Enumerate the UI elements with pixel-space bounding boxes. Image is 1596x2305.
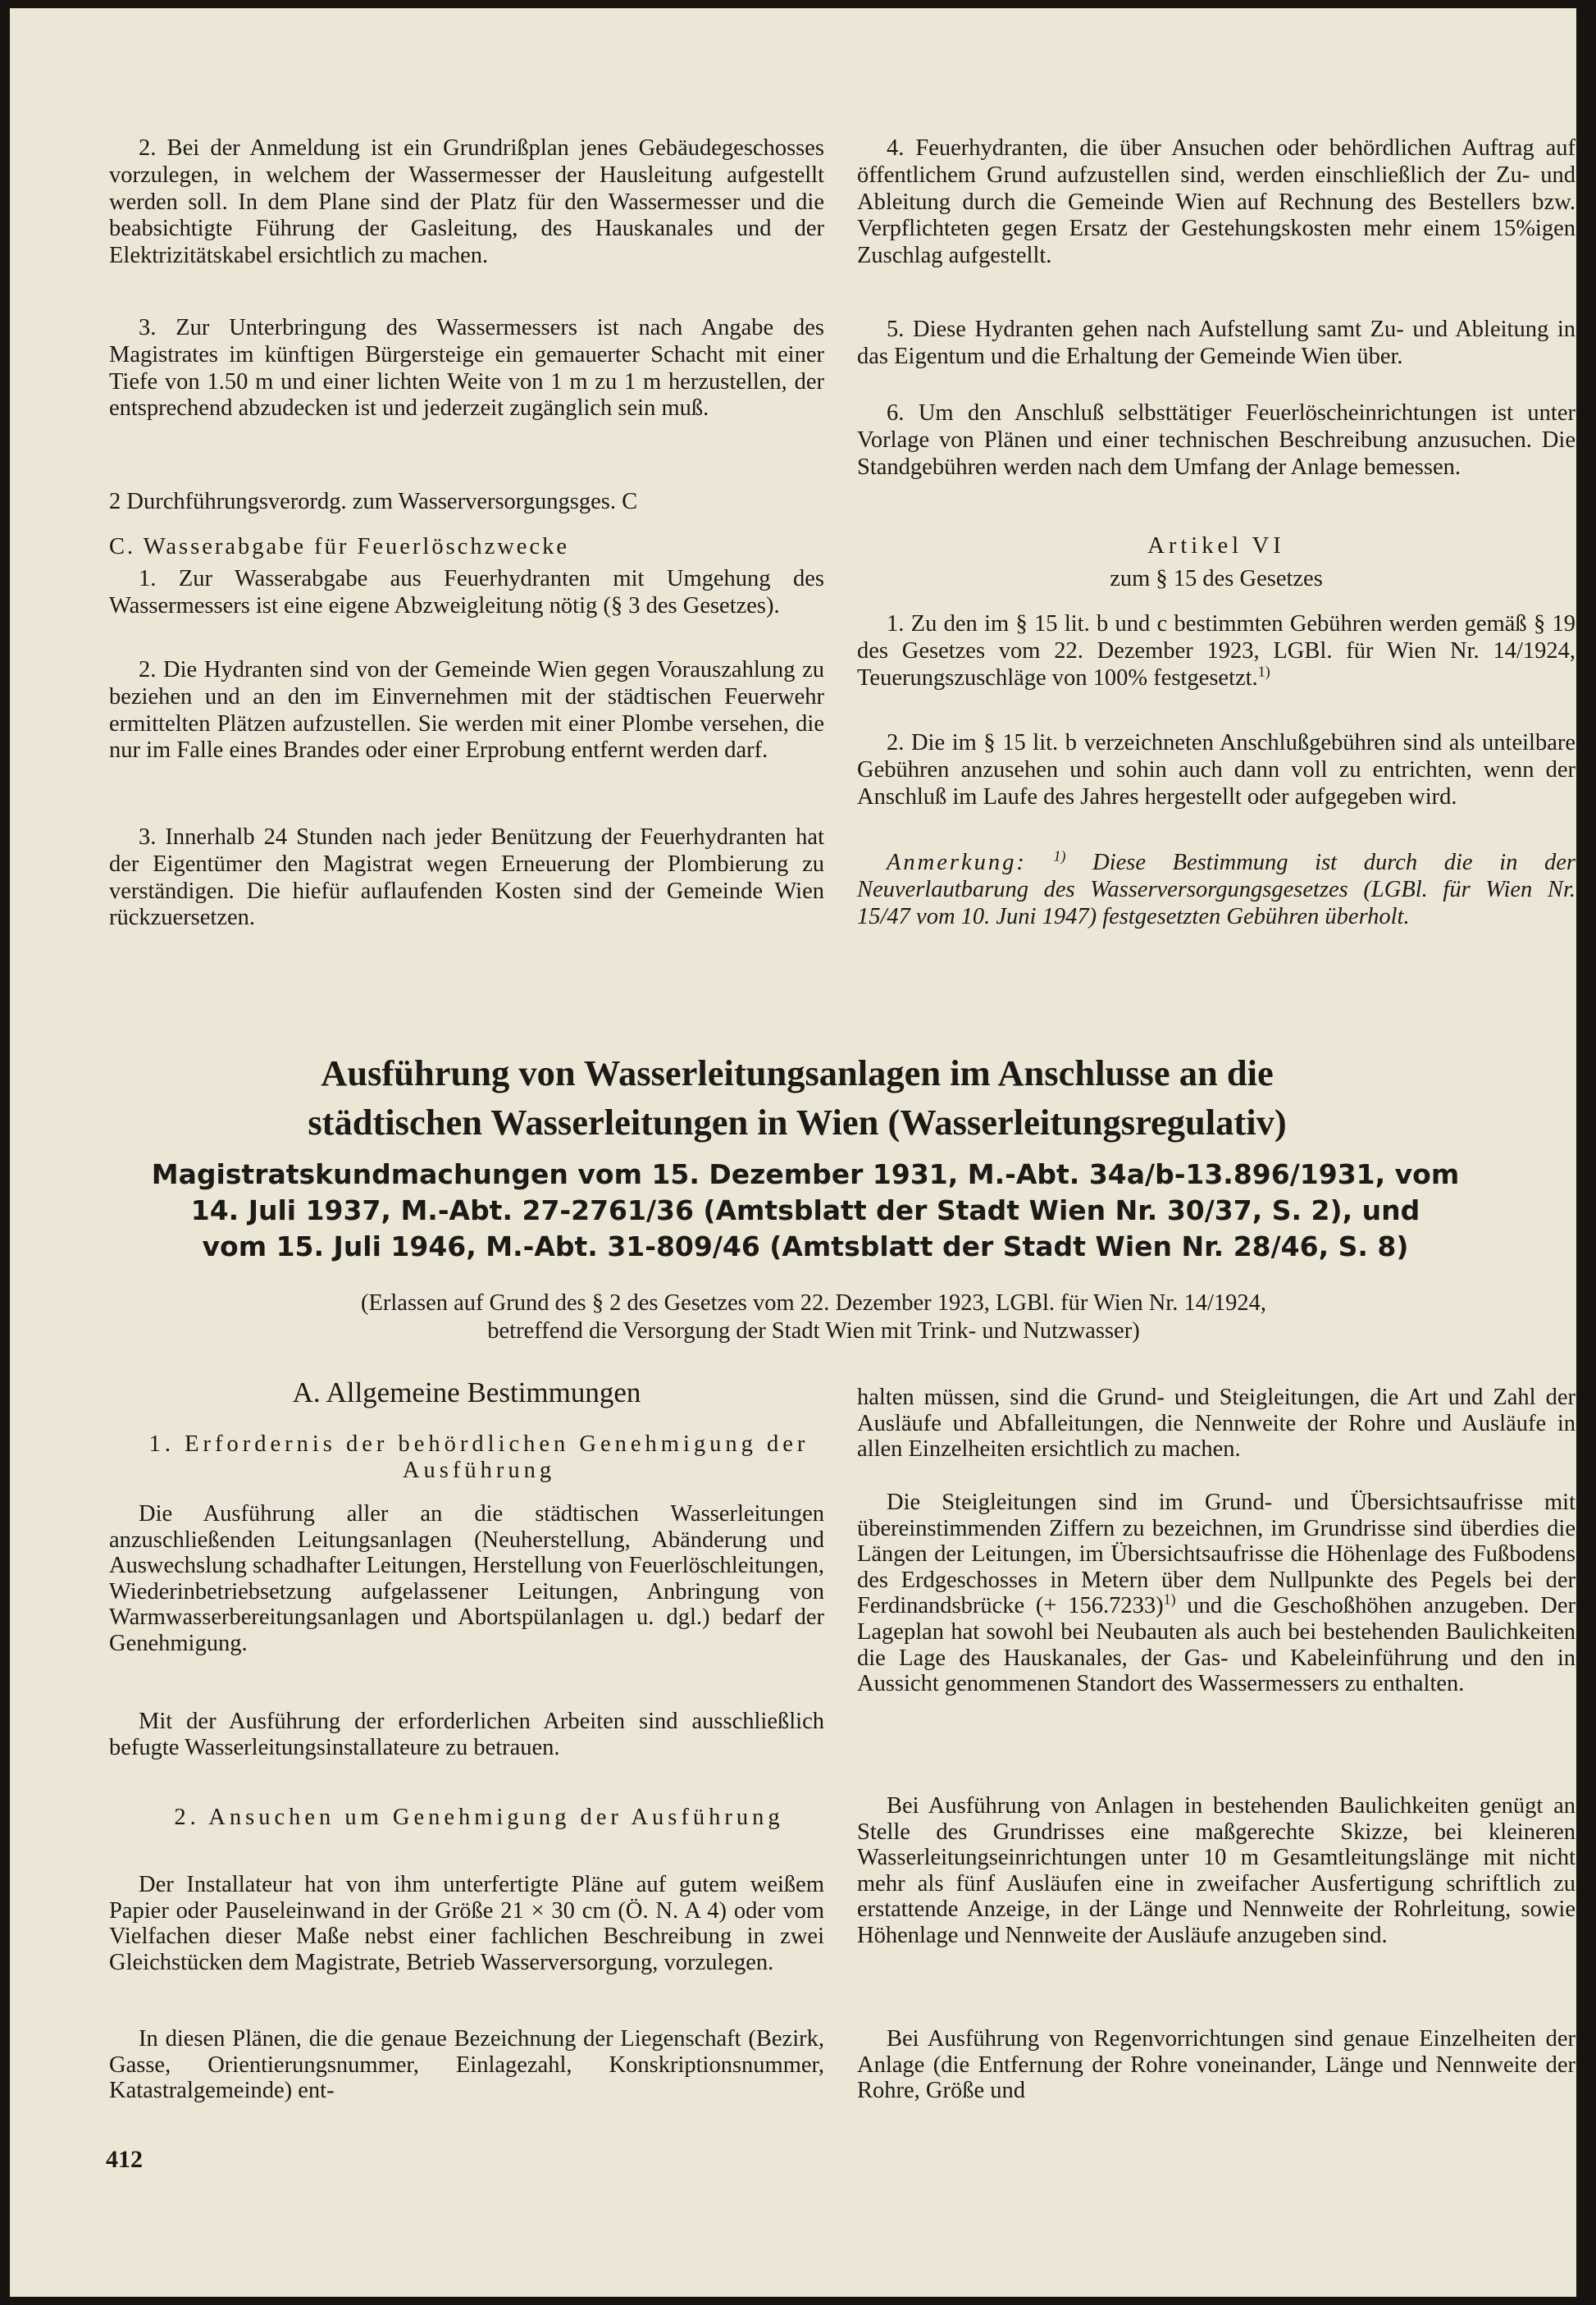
subtitle-line-3: vom 15. Juli 1946, M.-Abt. 31-809/46 (Amtsblatt der Stadt Wien Nr. 28/46, S. 8) (202, 1230, 1409, 1262)
footnote-marker: 1) (1257, 663, 1270, 680)
paragraph-anschluss-feuerloesch: 6. Um den Anschluß selbsttätiger Feuerlöscheinrichtungen ist unter Vorlage von Plänen und einer technischen Beschreibung anzusuchen. Die Standgebühren werden nach dem Umfang der Anlage bemessen. (857, 400, 1575, 480)
steigleitungen-text-rest: und die Geschoßhöhen anzugeben. Der Lageplan hat sowohl bei Neubauten als auch bei bestehenden Baulichkeiten die Lage des Hauskanales, der Gas- und Kabeleinführung und den in Aussicht genommenen Standort des Wassermessers zu enthalten. (857, 1593, 1575, 1697)
subtitle-line-2: 14. Juli 1937, M.-Abt. 27-2761/36 (Amtsblatt der Stadt Wien Nr. 30/37, S. 2), und (190, 1194, 1420, 1226)
footnote-text: Diese Bestimmung ist durch die in der Neuverlautbarung des Wasserversorgungsgesetzes (LGBl. für Wien Nr. 15/47 vom 10. Juni 1947) festgesetzten Gebühren überholt. (857, 850, 1575, 929)
paragraph-c2: 2. Die Hydranten sind von der Gemeinde Wien gegen Vorauszahlung zu beziehen und an den im Einvernehmen mit der städtischen Feuerwehr ermittelten Plätzen aufzustellen. Sie werden mit einer Plombe versehen, die nur im Falle eines Brandes oder einer Erprobung entfernt werden darf. (109, 657, 824, 764)
paragraph-reference: 2 Durchführungsverordg. zum Wasserversorgungsges. C (109, 489, 638, 514)
footnote-label: Anmerkung: (887, 850, 1027, 875)
paragraph-wassermesser-schacht: 3. Zur Unterbringung des Wassermessers ist nach Angabe des Magistrates im künftigen Bürgersteige ein gemauerter Schacht mit einer Tiefe von 1.50 m und einer lichten Weite von 1 m zu 1 m herzustellen, der entsprechend abzudecken ist und jederzeit zugänglich sein muß. (109, 315, 824, 422)
heading-section-c: C. Wasserabgabe für Feuerlöschzwecke (109, 534, 569, 559)
paragraph-befugte-installateure: Mit der Ausführung der erforderlichen Arbeiten sind ausschließlich befugte Wasserleitungsinstallateure zu betrauen. (109, 1709, 824, 1760)
footnote-anmerkung (857, 847, 1575, 930)
paragraph-c1: 1. Zur Wasserabgabe aus Feuerhydranten mit Umgehung des Wassermessers ist eine eigene Abzweigleitung nötig (§ 3 des Gesetzes). (109, 566, 824, 618)
paragraph-ausfuehrung-genehmigung: Die Ausführung aller an die städtischen Wasserleitungen anzuschließenden Leitungsanlagen (Neuherstellung, Abänderung und Auswechslung schadhafter Leitungen, Herstellung von Feuerlöschleitungen, Wiederinbetriebsetzung aufgelassener Leitungen, Anbringung von Warmwasserbereitungsanlagen und Abortspülanlagen u. dgl.) bedarf der Genehmigung. (109, 1501, 824, 1656)
paragraph-grund-steigleitungen: halten müssen, sind die Grund- und Steigleitungen, die Art und Zahl der Ausläufe und Abfalleitungen, die Nennweite der Rohre und Ausläufe in allen Einzelheiten ersichtlich zu machen. (857, 1385, 1575, 1463)
paragraph-steigleitungen-aufrisse (857, 1490, 1575, 1697)
enactment-note-line-2: betreffend die Versorgung der Stadt Wien mit Trink- und Nutzwasser) (487, 1318, 1140, 1344)
heading-ansuchen-genehmigung: 2. Ansuchen um Genehmigung der Ausführung (174, 1805, 784, 1830)
heading-erfordernis-genehmigung: 1. Erfordernis der behördlichen Genehmigung der Ausführung (148, 1431, 809, 1483)
steigleitungen-text: Die Steigleitungen sind im Grund- und Übersichtsaufrisse mit übereinstimmenden Ziffern zu bezeichnen, im Grundrisse sind überdies die Längen der Leitungen, im Übersichtsaufrisse die Höhenlage des Fußbodens des Erdgeschosses in Metern über dem Nullpunkte des Pegels bei der Ferdinandsbrücke (+ 156.7233) (857, 1490, 1575, 1619)
footnote-marker: 1) (1163, 1591, 1176, 1608)
footnote-marker: 1) (1053, 847, 1066, 865)
paragraph-regenvorrichtungen: Bei Ausführung von Regenvorrichtungen sind genaue Einzelheiten der Anlage (die Entfernung der Rohre voneinander, Länge und Nennweite der Rohre, Größe und (857, 2026, 1575, 2104)
paragraph-bestehende-baulichkeiten: Bei Ausführung von Anlagen in bestehenden Baulichkeiten genügt an Stelle des Grundrisses eine maßgerechte Skizze, bei kleineren Wasserleitungseinrichtungen unter 10 m Gesamtleitungslänge mit nicht mehr als fünf Ausläufen eine in zweifacher Ausfertigung schriftlich zu erstattende Anzeige, in der Länge und Nennweite der Rohrleitung, sowie Höhenlage und Nennweite der Ausläufe anzugeben sind. (857, 1793, 1575, 1948)
title-line-1: Ausführung von Wasserleitungsanlagen im Anschlusse an die (321, 1052, 1274, 1093)
paragraph-c3: 3. Innerhalb 24 Stunden nach jeder Benützung der Feuerhydranten hat der Eigentümer den Magistrat wegen Erneuerung der Plombierung zu verständigen. Die hiefür auflaufenden Kosten sind der Gemeinde Wien rückzuersetzen. (109, 824, 824, 931)
paragraph-artikel-1 (857, 611, 1575, 692)
artikel-1-text: 1. Zu den im § 15 lit. b und c bestimmten Gebühren werden gemäß § 19 des Gesetzes vom 22. Dezember 1923, LGBl. für Wien Nr. 14/1924, Teuerungszuschläge von 100% festgesetzt. (857, 611, 1575, 691)
heading-allgemeine-bestimmungen: A. Allgemeine Bestimmungen (292, 1376, 641, 1408)
enactment-note-line-1: (Erlassen auf Grund des § 2 des Gesetzes vom 22. Dezember 1923, LGBl. für Wien Nr. 14/1924, (360, 1290, 1267, 1316)
paragraph-hydranten-eigentum: 5. Diese Hydranten gehen nach Aufstellung samt Zu- und Ableitung in das Eigentum und die Erhaltung der Gemeinde Wien über. (857, 317, 1575, 369)
heading-artikel-vi: Artikel VI (1147, 533, 1285, 559)
paragraph-liegenschaft: In diesen Plänen, die die genaue Bezeichnung der Liegenschaft (Bezirk, Gasse, Orientierungsnummer, Einlagezahl, Konskriptionsnummer, Katastralgemeinde) ent- (109, 2026, 824, 2104)
page-number: 412 (106, 2146, 143, 2173)
subtitle-line-1: Magistratskundmachungen vom 15. Dezember 1931, M.-Abt. 34a/b-13.896/1931, vom (151, 1158, 1460, 1190)
paragraph-feuerhydranten: 4. Feuerhydranten, die über Ansuchen oder behördlichen Auftrag auf öffentlichem Grund aufzustellen sind, werden einschließlich der Zu- und Ableitung durch die Gemeinde Wien auf Rechnung des Bestellers bzw. Verpflichteten gegen Ersatz der Gestehungskosten mehr einem 15%igen Zuschlag aufgestellt. (857, 135, 1575, 269)
title-line-2: städtischen Wasserleitungen in Wien (Wasserleitungsregulativ) (308, 1102, 1287, 1143)
paragraph-artikel-2: 2. Die im § 15 lit. b verzeichneten Anschlußgebühren sind als unteilbare Gebühren anzusehen und sohin auch dann voll zu entrichten, wenn der Anschluß im Laufe des Jahres hergestellt oder aufgegeben wird. (857, 730, 1575, 810)
paragraph-anmeldung: 2. Bei der Anmeldung ist ein Grundrißplan jenes Gebäudegeschosses vorzulegen, in welchem der Wassermesser der Hausleitung aufgestellt werden soll. In dem Plane sind der Platz für den Wassermesser und die beabsichtigte Führung der Gasleitung, des Hauskanales und der Elektrizitätskabel ersichtlich zu machen. (109, 135, 824, 269)
paragraph-plaene-vorlegen: Der Installateur hat von ihm unterfertigte Pläne auf gutem weißem Papier oder Pauseleinwand in der Größe 21 × 30 cm (Ö. N. A 4) oder vom Vielfachen dieser Maße nebst einer fachlichen Beschreibung in zwei Gleichstücken dem Magistrate, Betrieb Wasserversorgung, vorzulegen. (109, 1872, 824, 1975)
subheading-paragraph-15: zum § 15 des Gesetzes (1110, 566, 1323, 591)
document-page (10, 8, 1576, 2297)
